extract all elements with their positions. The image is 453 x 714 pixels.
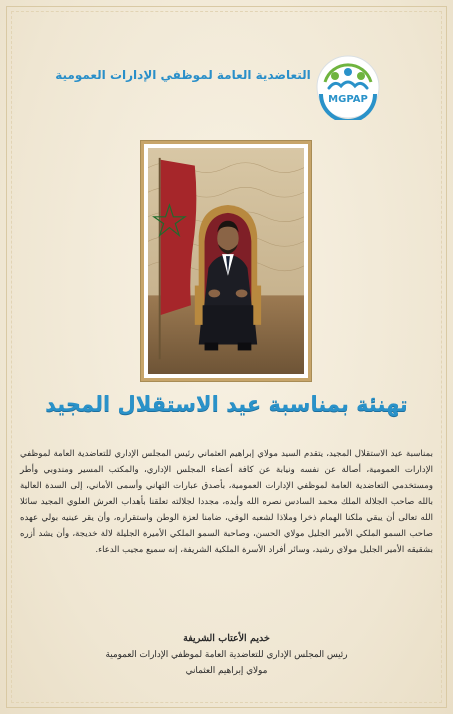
organization-name: التعاضدية العامة لموظفي الإدارات العمومية xyxy=(55,68,311,82)
header xyxy=(0,48,453,118)
signature-name: مولاي إبراهيم العثماني xyxy=(185,666,268,676)
signature-block xyxy=(90,630,363,679)
logo-text: MGPAP xyxy=(328,94,368,105)
portrait-frame xyxy=(141,141,311,381)
signature-title: خديم الأعتاب الشريفة xyxy=(183,633,270,644)
headline: تهنئة بمناسبة عيد الاستقلال المجيد xyxy=(45,392,408,416)
portrait-photo xyxy=(148,148,304,374)
mgpap-logo-icon xyxy=(315,54,381,120)
signature-position: رئيس المجلس الإداري للتعاضدية العامة لموظفي الإدارات العمومية xyxy=(105,650,348,660)
congratulation-text: بمناسبة عيد الاستقلال المجيد، يتقدم السيد مولاي إبراهيم العثماني رئيس المجلس الإداري للتعاضدية العامة لموظفي الإدارات العمومية، أصالة عن نفسه ونيابة عن كافة أعضاء المجلس الإداري، والمكتب المسير ومندوبي وأطر ومستخدمي التعاضدية العامة لموظفي الإدارات العمومية، بأصدق عبارات التهاني وأسمى الأماني، إلى السدة العالية بالله صاحب الجلالة الملك محمد السادس نصره الله وأيده، مجددا لجلالته تعلقنا بأهداب العرش العلوي المجيد سائلا الله تعالى أن يبقي ملكنا الهمام ذخرا وملاذا لشعبه الوفي، ضامنا لعزة الوطن واستقراره، وأن يقر عينيه بولي عهده صاحب السمو الملكي الأمير الجليل مولاي الحسن، وصاحبة السمو الملكي الأميرة الجليلة لالة خديجة، وأن يشد أزره بشقيقه الأمير الجليل مولاي رشيد، وسائر أفراد الأسرة الملكية الشريفة، إنه سميع مجيب الدعاء. xyxy=(20,449,433,555)
